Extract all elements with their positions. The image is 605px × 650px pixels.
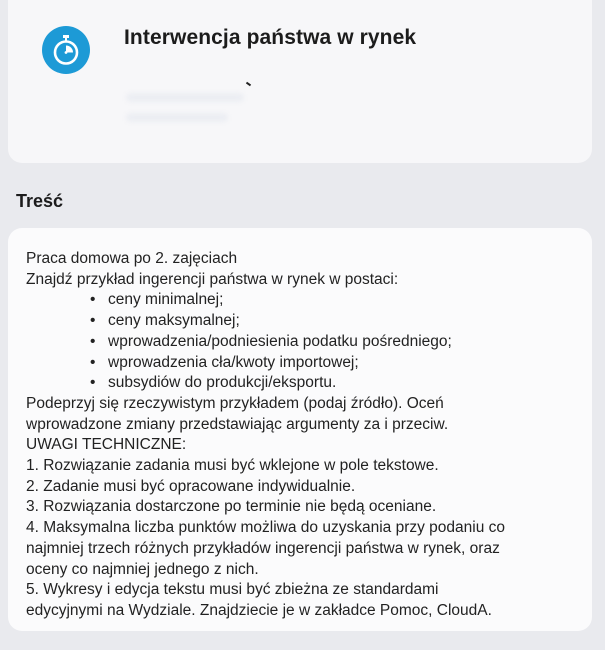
list-item-text: ceny minimalnej; [108,291,224,309]
list-item-text: wprowadzenia cła/kwoty importowej; [108,353,359,371]
obscured-mark [246,82,251,87]
text-line: 4. Maksymalna liczba punktów możliwa do uzyskania przy podaniu co [26,519,506,537]
text-line: Znajdź przykład ingerencji państwa w rynek w postaci: [26,270,399,288]
section-heading: Treść [16,191,64,211]
text-line: 2. Zadanie musi być opracowane indywidualnie. [26,477,356,495]
list-item-text: subsydiów do produkcji/eksportu. [108,374,337,392]
text-line: 1. Rozwiązanie zadania musi być wklejone w pole tekstowe. [26,457,439,475]
text-line: wprowadzone zmiany przedstawiając argumenty za i przeciw. [26,415,449,433]
list-item [26,332,505,353]
list-item [26,311,505,332]
list-item [26,373,505,394]
stopwatch-icon [42,26,90,74]
bullet-icon: • [90,332,96,350]
obscured-text [126,93,244,102]
assignment-text [26,249,505,622]
text-line: 3. Rozwiązania dostarczone po terminie nie będą oceniane. [26,498,437,516]
assignment-header-card [8,0,592,163]
list-item-text: wprowadzenia/podniesienia podatku pośredniego; [108,332,452,350]
text-line: Podeprzyj się rzeczywistym przykładem (podaj źródło). Oceń [26,394,444,412]
text-line: najmniej trzech różnych przykładów ingerencji państwa w rynek, oraz [26,539,500,557]
text-line: edycyjnymi na Wydziale. Znajdziecie je w zakładce Pomoc, CloudA. [26,601,492,619]
assignment-content-card [8,228,592,631]
list-item [26,353,505,374]
list-item-text: ceny maksymalnej; [108,312,240,330]
bullet-icon: • [90,291,96,309]
text-line: Praca domowa po 2. zajęciach [26,250,238,267]
obscured-text [126,113,228,122]
text-line: 5. Wykresy i edycja tekstu musi być zbieżna ze standardami [26,581,439,599]
bullet-icon: • [90,353,96,371]
text-line: UWAGI TECHNICZNE: [26,436,187,454]
bullet-icon: • [90,374,96,392]
assignment-title: Interwencja państwa w rynek [124,26,417,49]
text-line: oceny co najmniej jednego z nich. [26,560,259,578]
list-item [26,290,505,311]
bullet-icon: • [90,312,96,330]
